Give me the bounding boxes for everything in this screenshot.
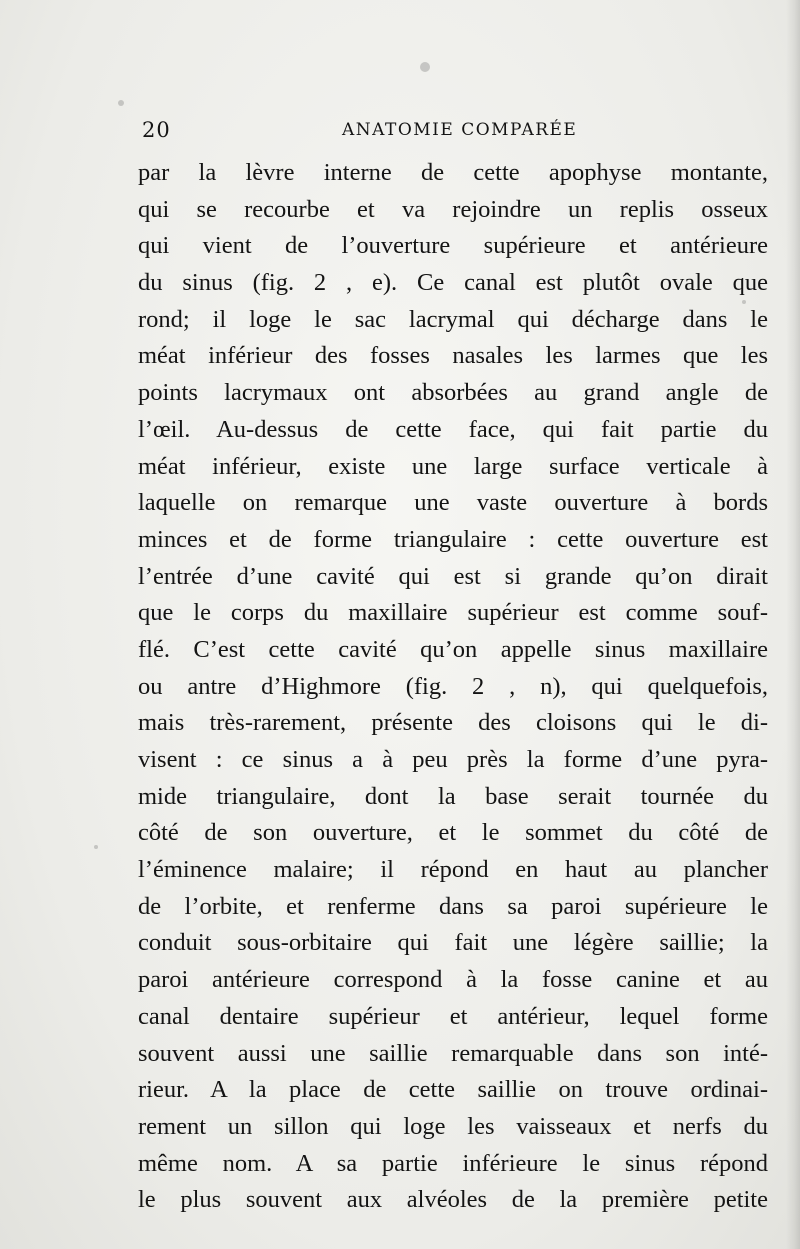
text-line: rond; il loge le sac lacrymal qui décharge dans le	[138, 305, 768, 333]
text-line: laquelle on remarque une vaste ouverture à bords	[138, 489, 768, 517]
page-number: 20	[142, 118, 171, 142]
text-line: rement un sillon qui loge les vaisseaux et nerfs du	[138, 1112, 768, 1140]
text-line: l’entrée d’une cavité qui est si grande qu’on dirait	[138, 562, 768, 590]
text-line: par la lèvre interne de cette apophyse montante,	[138, 159, 768, 186]
text-line: du sinus (fig. 2 , e). Ce canal est plutôt ovale que	[138, 269, 768, 297]
text-line: le plus souvent aux alvéoles de la première petite	[138, 1186, 768, 1214]
text-line: méat inférieur des fosses nasales les larmes que les	[138, 342, 768, 370]
page-header	[142, 118, 764, 148]
text-line: même nom. A sa partie inférieure le sinus répond	[138, 1149, 768, 1177]
paper-speck	[118, 100, 124, 106]
text-line: flé. C’est cette cavité qu’on appelle sinus maxillaire	[138, 635, 768, 663]
body-text	[138, 155, 768, 1219]
text-line: mais très-rarement, présente des cloisons qui le di-	[138, 709, 768, 737]
paper-speck	[420, 62, 430, 72]
text-line: visent : ce sinus a à peu près la forme d’une pyra-	[138, 746, 768, 773]
text-line: souvent aussi une saillie remarquable dans son inté-	[138, 1039, 768, 1067]
text-line: côté de son ouverture, et le sommet du côté de	[138, 819, 768, 847]
text-line: l’éminence malaire; il répond en haut au plancher	[138, 856, 768, 884]
running-head: ANATOMIE COMPARÉE	[342, 120, 578, 140]
text-line: l’œil. Au-dessus de cette face, qui fait partie du	[138, 415, 768, 443]
text-line: paroi antérieure correspond à la fosse canine et au	[138, 966, 768, 994]
text-line: mide triangulaire, dont la base serait tournée du	[138, 782, 768, 810]
text-line: ou antre d’Highmore (fig. 2 , n), qui quelquefois,	[138, 672, 768, 700]
text-line: rieur. A la place de cette saillie on trouve ordinai-	[138, 1076, 768, 1104]
text-line: méat inférieur, existe une large surface verticale à	[138, 452, 768, 480]
text-line: que le corps du maxillaire supérieur est comme souf-	[138, 599, 768, 627]
text-line: de l’orbite, et renferme dans sa paroi supérieure le	[138, 892, 768, 920]
text-line: canal dentaire supérieur et antérieur, lequel forme	[138, 1002, 768, 1030]
paper-speck	[94, 845, 98, 849]
text-line: qui se recourbe et va rejoindre un replis osseux	[138, 195, 768, 223]
text-line: points lacrymaux ont absorbées au grand angle de	[138, 379, 768, 407]
page-edge-shadow	[786, 0, 800, 1249]
text-line: qui vient de l’ouverture supérieure et antérieure	[138, 232, 768, 260]
text-line: minces et de forme triangulaire : cette ouverture est	[138, 525, 768, 553]
text-line: conduit sous-orbitaire qui fait une légère saillie; la	[138, 929, 768, 957]
